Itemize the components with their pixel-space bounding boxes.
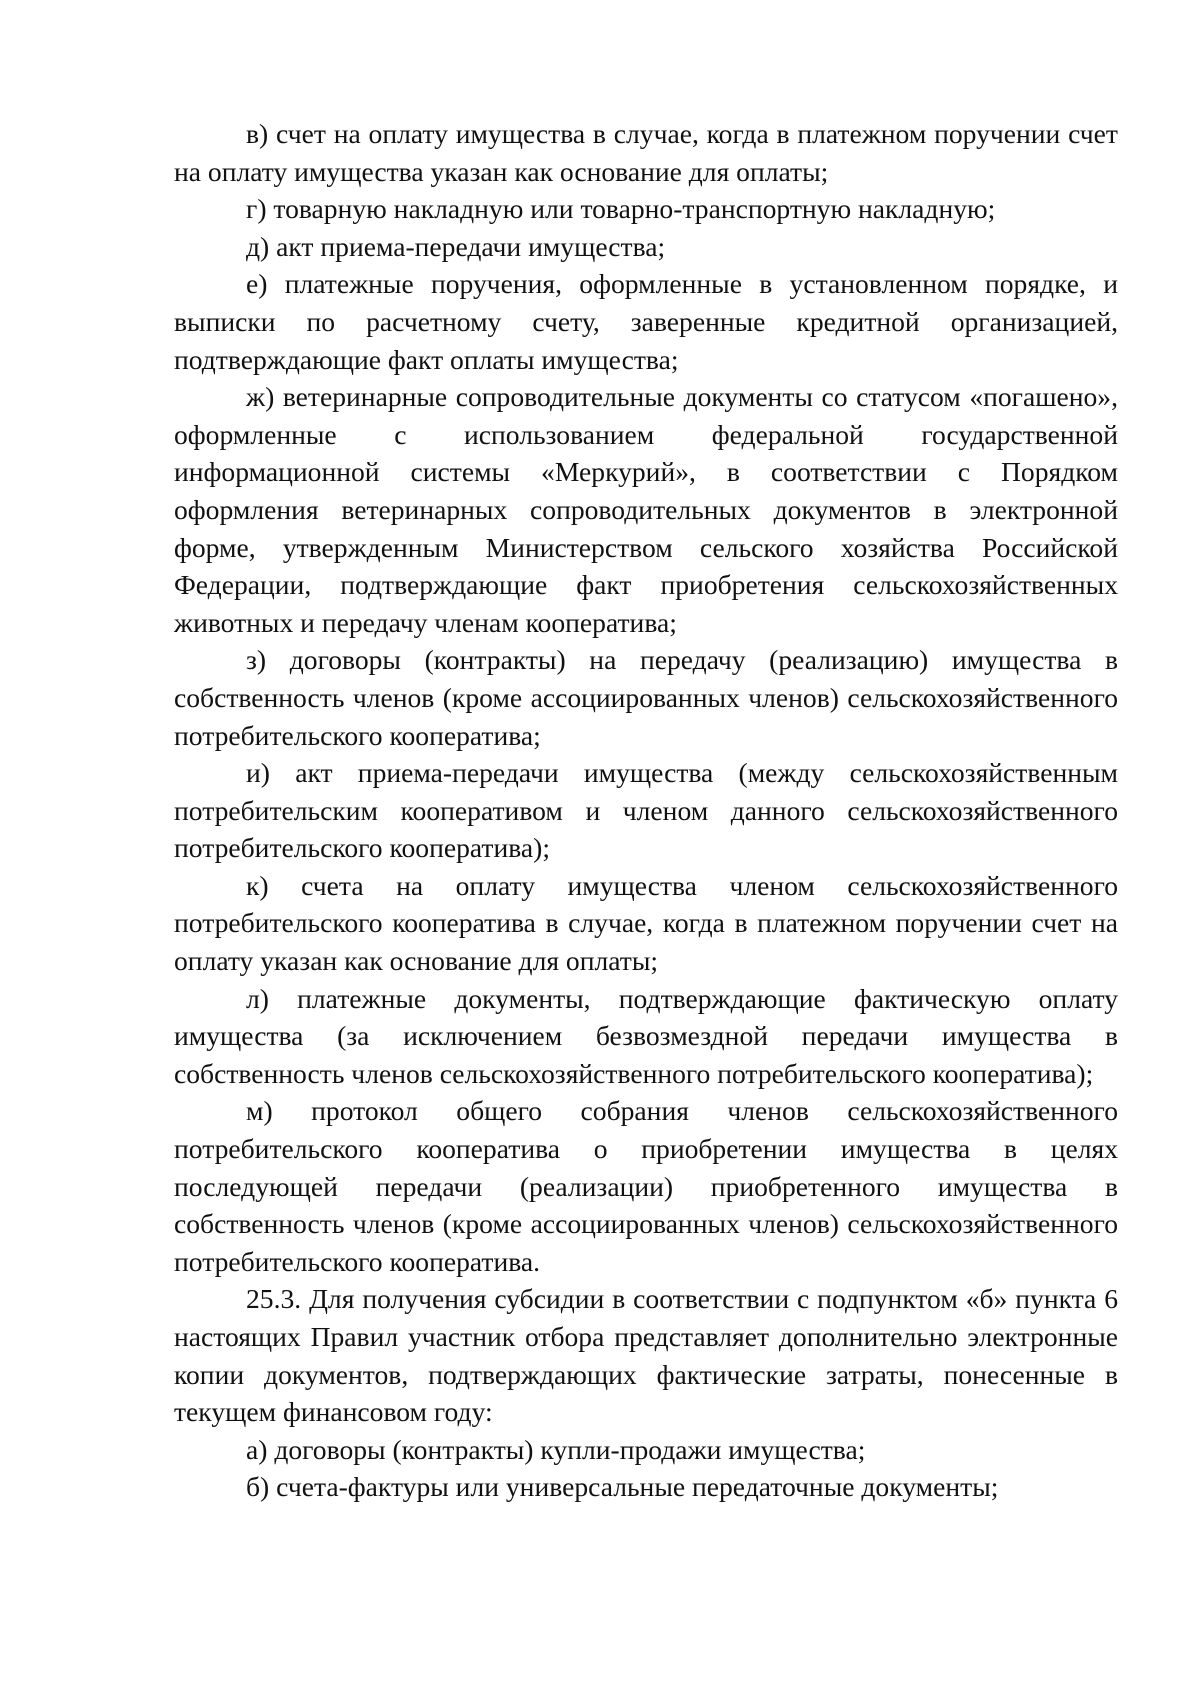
paragraph-section-25-3: 25.3. Для получения субсидии в соответствии с подпунктом «б» пункта 6 настоящих Правил участник отбора представляет дополнительно электронные копии документов, подтверждающих фактические затраты, понесенные в текущем финансовом году: bbox=[174, 1283, 1118, 1428]
paragraph-item-v: в) счет на оплату имущества в случае, когда в платежном поручении счет на оплату имущества указан как основание для оплаты; bbox=[174, 118, 1118, 187]
paragraph-item-e: е) платежные поручения, оформленные в установленном порядке, и выписки по расчетному счету, заверенные кредитной организацией, подтверждающие факт оплаты имущества; bbox=[174, 268, 1118, 375]
paragraph-item-a: а) договоры (контракты) купли-продажи имущества; bbox=[246, 1433, 866, 1465]
paragraph-item-l: л) платежные документы, подтверждающие фактическую оплату имущества (за исключением безвозмездной передачи имущества в собственность членов сельскохозяйственного потребительского кооператива); bbox=[174, 982, 1118, 1089]
paragraph-item-i: и) акт приема-передачи имущества (между сельскохозяйственным потребительским кооперативом и членом данного сельскохозяйственного потребительского кооператива); bbox=[174, 757, 1118, 864]
paragraph-item-g: г) товарную накладную или товарно-транспортную накладную; bbox=[246, 193, 996, 225]
paragraph-item-d: д) акт приема-передачи имущества; bbox=[246, 230, 666, 262]
paragraph-item-z: з) договоры (контракты) на передачу (реализацию) имущества в собственность членов (кроме ассоциированных членов) сельскохозяйственного потребительского кооператива; bbox=[174, 644, 1118, 751]
paragraph-item-k: к) счета на оплату имущества членом сельскохозяйственного потребительского кооператива в случае, когда в платежном поручении счет на оплату указан как основание для оплаты; bbox=[174, 869, 1118, 977]
document-body bbox=[174, 115, 1118, 1506]
paragraph-item-b: б) счета-фактуры или универсальные передаточные документы; bbox=[246, 1471, 999, 1503]
paragraph-item-m: м) протокол общего собрания членов сельскохозяйственного потребительского кооператива о приобретении имущества в целях последующей передачи (реализации) приобретенного имущества в собственность членов (кроме ассоциированных членов) сельскохозяйственного потребительского кооператива. bbox=[174, 1095, 1118, 1277]
paragraph-item-zh: ж) ветеринарные сопроводительные документы со статусом «погашено», оформленные с использованием федеральной государственной информационной системы «Меркурий», в соответствии с Порядком оформления ветеринарных сопроводительных документов в электронной форме, утвержденным Министерством сельского хозяйства Российской Федерации, подтверждающие факт приобретения сельскохозяйственных животных и передачу членам кооператива; bbox=[174, 381, 1118, 638]
